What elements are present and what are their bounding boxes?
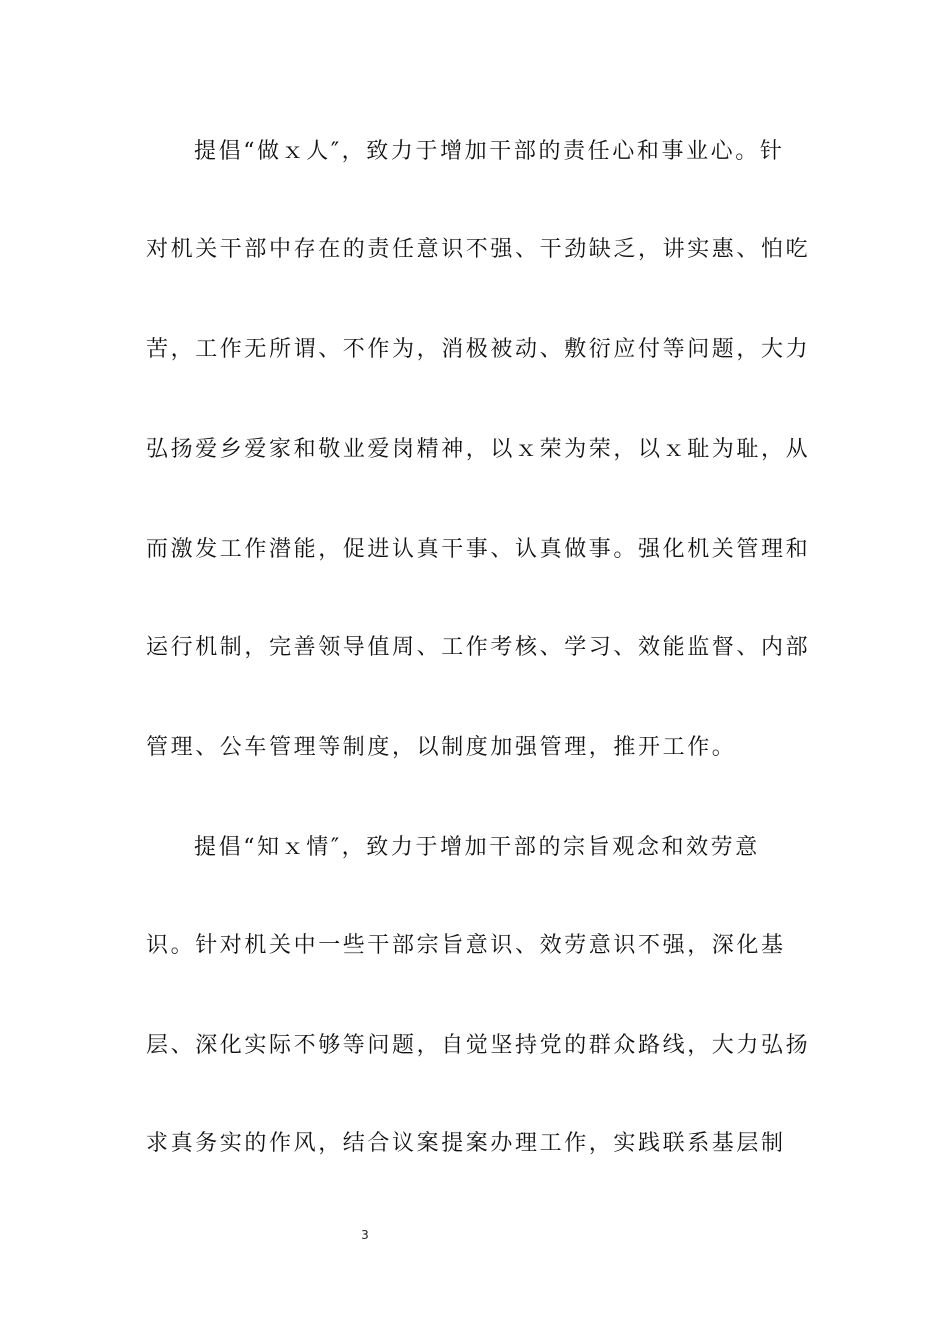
paragraph-1-line-6: 运行机制，完善领导值周、工作考核、学习、效能监督、内部 — [146, 635, 811, 660]
paragraph-1-line-2: 对机关干部中存在的责任意识不强、干劲缺乏，讲实惠、怕吃 — [146, 237, 811, 262]
paragraph-1-line-4: 弘扬爱乡爱家和敬业爱岗精神，以ｘ荣为荣，以ｘ耻为耻，从 — [146, 437, 811, 462]
paragraph-1-line-5: 而激发工作潜能，促进认真干事、认真做事。强化机关管理和 — [146, 537, 811, 562]
paragraph-1-line-3: 苦，工作无所谓、不作为，消极被动、敷衍应付等问题，大力 — [146, 337, 811, 362]
paragraph-2-line-2: 识。针对机关中一些干部宗旨意识、效劳意识不强，深化基 — [146, 933, 786, 958]
paragraph-2-line-4: 求真务实的作风，结合议案提案办理工作，实践联系基层制 — [146, 1131, 786, 1156]
paragraph-1-line-1: 提倡“做ｘ人″，致力于增加干部的责任心和事业心。针 — [194, 139, 785, 164]
paragraph-2-line-1: 提倡“知ｘ情″，致力于增加干部的宗旨观念和效劳意 — [194, 835, 760, 860]
paragraph-2-line-3: 层、深化实际不够等问题，自觉坚持党的群众路线，大力弘扬 — [146, 1033, 811, 1058]
paragraph-1-line-7: 管理、公车管理等制度，以制度加强管理，推开工作。 — [146, 735, 737, 760]
page-number: 3 — [361, 1228, 369, 1242]
